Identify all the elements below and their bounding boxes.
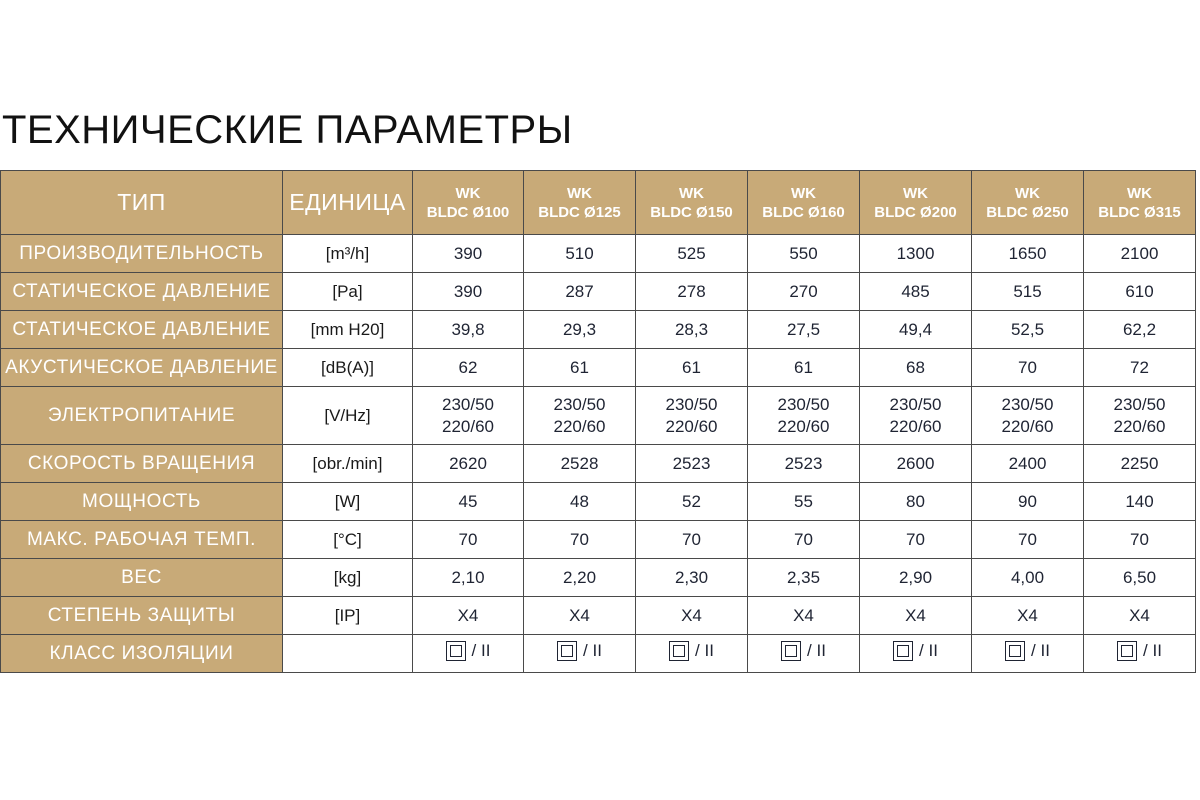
cell-value: 2,10 xyxy=(413,559,524,597)
cell-value: 62 xyxy=(413,349,524,387)
cell-value: / II xyxy=(1084,635,1196,673)
cell-value: 2,90 xyxy=(860,559,972,597)
cell-value: 70 xyxy=(636,521,748,559)
cell-value: 80 xyxy=(860,483,972,521)
cell-value: 230/50 220/60 xyxy=(1084,387,1196,445)
row-unit: [Pa] xyxy=(283,273,413,311)
cell-value: 70 xyxy=(972,349,1084,387)
cell-value: 1300 xyxy=(860,235,972,273)
cell-value: X4 xyxy=(524,597,636,635)
row-unit: [mm H20] xyxy=(283,311,413,349)
unit-header: ЕДИНИЦА xyxy=(283,171,413,235)
row-unit: [V/Hz] xyxy=(283,387,413,445)
table-row xyxy=(1,387,1196,445)
cell-value: 61 xyxy=(524,349,636,387)
table-row xyxy=(1,559,1196,597)
table-row xyxy=(1,349,1196,387)
row-label: ВЕС xyxy=(1,559,283,597)
cell-value: 287 xyxy=(524,273,636,311)
cell-value: 230/50 220/60 xyxy=(413,387,524,445)
cell-value: 550 xyxy=(748,235,860,273)
cell-value: 2250 xyxy=(1084,445,1196,483)
cell-value: 2523 xyxy=(748,445,860,483)
double-insulation-icon xyxy=(446,641,466,661)
cell-value: 230/50 220/60 xyxy=(636,387,748,445)
spec-table xyxy=(0,170,1196,673)
cell-value: 55 xyxy=(748,483,860,521)
table-row xyxy=(1,635,1196,673)
table-row xyxy=(1,597,1196,635)
cell-value: X4 xyxy=(636,597,748,635)
cell-value: 27,5 xyxy=(748,311,860,349)
cell-value: 525 xyxy=(636,235,748,273)
cell-value: X4 xyxy=(413,597,524,635)
cell-value: 29,3 xyxy=(524,311,636,349)
double-insulation-icon xyxy=(893,641,913,661)
table-row xyxy=(1,311,1196,349)
cell-value: 70 xyxy=(1084,521,1196,559)
cell-value: 48 xyxy=(524,483,636,521)
row-unit: [IP] xyxy=(283,597,413,635)
table-row xyxy=(1,521,1196,559)
model-header: WK BLDC Ø100 xyxy=(413,171,524,235)
cell-value: 68 xyxy=(860,349,972,387)
row-label: МАКС. РАБОЧАЯ ТЕМП. xyxy=(1,521,283,559)
model-header: WK BLDC Ø315 xyxy=(1084,171,1196,235)
row-label: ПРОИЗВОДИТЕЛЬНОСТЬ xyxy=(1,235,283,273)
model-header: WK BLDC Ø150 xyxy=(636,171,748,235)
row-label: АКУСТИЧЕСКОЕ ДАВЛЕНИЕ xyxy=(1,349,283,387)
cell-value: X4 xyxy=(748,597,860,635)
cell-value: 270 xyxy=(748,273,860,311)
cell-value: 278 xyxy=(636,273,748,311)
double-insulation-icon xyxy=(1117,641,1137,661)
type-header: ТИП xyxy=(1,171,283,235)
cell-value: 70 xyxy=(524,521,636,559)
cell-value: 230/50 220/60 xyxy=(748,387,860,445)
cell-value: 70 xyxy=(972,521,1084,559)
row-unit: [°C] xyxy=(283,521,413,559)
cell-value: 2,35 xyxy=(748,559,860,597)
page-title: ТЕХНИЧЕСКИЕ ПАРАМЕТРЫ xyxy=(2,108,573,152)
table-row xyxy=(1,445,1196,483)
cell-value: 6,50 xyxy=(1084,559,1196,597)
cell-value: 230/50 220/60 xyxy=(972,387,1084,445)
model-header: WK BLDC Ø160 xyxy=(748,171,860,235)
cell-value: 61 xyxy=(636,349,748,387)
table-row xyxy=(1,273,1196,311)
row-unit: [obr./min] xyxy=(283,445,413,483)
row-label: СТАТИЧЕСКОЕ ДАВЛЕНИЕ xyxy=(1,311,283,349)
cell-value: 2400 xyxy=(972,445,1084,483)
row-label: КЛАСС ИЗОЛЯЦИИ xyxy=(1,635,283,673)
cell-value: 39,8 xyxy=(413,311,524,349)
cell-value: 1650 xyxy=(972,235,1084,273)
row-unit xyxy=(283,635,413,673)
cell-value: 515 xyxy=(972,273,1084,311)
model-header: WK BLDC Ø125 xyxy=(524,171,636,235)
cell-value: 45 xyxy=(413,483,524,521)
cell-value: 4,00 xyxy=(972,559,1084,597)
row-label: СКОРОСТЬ ВРАЩЕНИЯ xyxy=(1,445,283,483)
cell-value: / II xyxy=(524,635,636,673)
double-insulation-icon xyxy=(669,641,689,661)
cell-value: 28,3 xyxy=(636,311,748,349)
row-unit: [m³/h] xyxy=(283,235,413,273)
cell-value: 230/50 220/60 xyxy=(860,387,972,445)
header-row xyxy=(1,171,1196,235)
cell-value: 2,20 xyxy=(524,559,636,597)
cell-value: 390 xyxy=(413,273,524,311)
cell-value: 90 xyxy=(972,483,1084,521)
cell-value: / II xyxy=(413,635,524,673)
cell-value: 2620 xyxy=(413,445,524,483)
cell-value: 70 xyxy=(413,521,524,559)
cell-value: 52,5 xyxy=(972,311,1084,349)
cell-value: 52 xyxy=(636,483,748,521)
cell-value: 2523 xyxy=(636,445,748,483)
row-unit: [W] xyxy=(283,483,413,521)
cell-value: 230/50 220/60 xyxy=(524,387,636,445)
row-unit: [kg] xyxy=(283,559,413,597)
cell-value: / II xyxy=(972,635,1084,673)
cell-value: 49,4 xyxy=(860,311,972,349)
cell-value: 70 xyxy=(748,521,860,559)
cell-value: 510 xyxy=(524,235,636,273)
row-unit: [dB(A)] xyxy=(283,349,413,387)
cell-value: X4 xyxy=(972,597,1084,635)
cell-value: 72 xyxy=(1084,349,1196,387)
table-row xyxy=(1,483,1196,521)
model-header: WK BLDC Ø250 xyxy=(972,171,1084,235)
cell-value: 2100 xyxy=(1084,235,1196,273)
cell-value: 140 xyxy=(1084,483,1196,521)
model-header: WK BLDC Ø200 xyxy=(860,171,972,235)
cell-value: 2,30 xyxy=(636,559,748,597)
cell-value: 62,2 xyxy=(1084,311,1196,349)
cell-value: / II xyxy=(748,635,860,673)
double-insulation-icon xyxy=(557,641,577,661)
cell-value: 61 xyxy=(748,349,860,387)
row-label: МОЩНОСТЬ xyxy=(1,483,283,521)
cell-value: 390 xyxy=(413,235,524,273)
cell-value: 70 xyxy=(860,521,972,559)
cell-value: X4 xyxy=(860,597,972,635)
row-label: ЭЛЕКТРОПИТАНИЕ xyxy=(1,387,283,445)
cell-value: / II xyxy=(860,635,972,673)
double-insulation-icon xyxy=(1005,641,1025,661)
cell-value: 610 xyxy=(1084,273,1196,311)
row-label: СТАТИЧЕСКОЕ ДАВЛЕНИЕ xyxy=(1,273,283,311)
double-insulation-icon xyxy=(781,641,801,661)
cell-value: / II xyxy=(636,635,748,673)
row-label: СТЕПЕНЬ ЗАЩИТЫ xyxy=(1,597,283,635)
cell-value: 2528 xyxy=(524,445,636,483)
cell-value: 485 xyxy=(860,273,972,311)
table-row xyxy=(1,235,1196,273)
cell-value: 2600 xyxy=(860,445,972,483)
cell-value: X4 xyxy=(1084,597,1196,635)
